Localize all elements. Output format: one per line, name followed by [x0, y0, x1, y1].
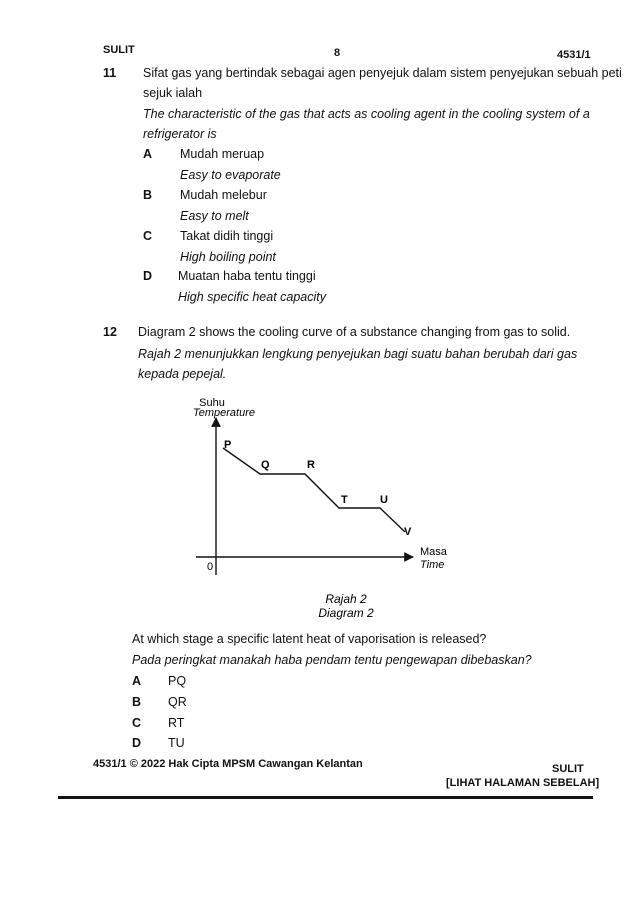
question-11-stem-en-line1: The characteristic of the gas that acts as cooling agent in the cooling system of a — [143, 107, 590, 121]
question-11-stem-ms-line2: sejuk ialah — [143, 86, 203, 100]
point-u-label: U — [380, 494, 388, 506]
point-r-label: R — [307, 459, 315, 471]
origin-label: 0 — [207, 561, 214, 573]
q11-option-d-en: High specific heat capacity — [178, 290, 326, 304]
footer-next-page: [LIHAT HALAMAN SEBELAH] — [446, 777, 600, 789]
point-p-label: P — [224, 439, 232, 451]
point-q-label: Q — [261, 459, 270, 471]
q11-option-b-letter: B — [143, 188, 153, 202]
q12-option-d-text: TU — [168, 736, 185, 750]
diagram-caption-en: Diagram 2 — [318, 606, 374, 620]
x-axis-label-en: Time — [420, 559, 445, 571]
q12-option-c-letter: C — [132, 716, 142, 730]
q12-option-a-text: PQ — [168, 674, 187, 688]
q12-option-a-letter: A — [132, 674, 142, 688]
q11-option-a-en: Easy to evaporate — [180, 168, 281, 182]
q11-option-b-ms: Mudah melebur — [180, 188, 267, 202]
question-12-number: 12 — [103, 325, 117, 339]
header-sulit: SULIT — [103, 44, 135, 56]
question-12-stem-ms-line1: Rajah 2 menunjukkan lengkung penyejukan bagi suatu bahan berubah dari gas — [138, 347, 578, 361]
q11-option-a-letter: A — [143, 147, 153, 161]
q11-option-c-ms: Takat didih tinggi — [180, 229, 274, 243]
q11-option-d-ms: Muatan haba tentu tinggi — [178, 269, 316, 283]
header-code: 4531/1 — [557, 49, 591, 61]
q12-option-b-text: QR — [168, 695, 187, 709]
x-axis-label-ms: Masa — [420, 546, 447, 558]
q12-option-d-letter: D — [132, 736, 142, 750]
question-12-prompt-ms: Pada peringkat manakah haba pendam tentu pengewapan dibebaskan? — [132, 653, 532, 667]
point-t-label: T — [341, 494, 348, 506]
question-11-number: 11 — [103, 66, 117, 80]
footer-copyright: 4531/1 © 2022 Hak Cipta MPSM Cawangan Kelantan — [93, 758, 363, 770]
question-12-stem-ms-line2: kepada pepejal. — [138, 367, 227, 381]
q11-option-b-en: Easy to melt — [180, 209, 249, 223]
y-axis-label-en: Temperature — [193, 407, 255, 419]
footer-rule — [58, 796, 593, 799]
question-12-prompt-en: At which stage a specific latent heat of vaporisation is released? — [132, 632, 487, 646]
q11-option-d-letter: D — [143, 269, 153, 283]
question-11-stem-ms-line1: Sifat gas yang bertindak sebagai agen penyejuk dalam sistem penyejukan sebuah peti — [143, 66, 622, 80]
question-12-stem-en: Diagram 2 shows the cooling curve of a substance changing from gas to solid. — [138, 325, 571, 339]
diagram-caption-ms: Rajah 2 — [325, 592, 367, 606]
q11-option-c-en: High boiling point — [180, 250, 276, 264]
q11-option-c-letter: C — [143, 229, 153, 243]
q12-option-b-letter: B — [132, 695, 142, 709]
point-v-label: V — [404, 526, 412, 538]
page-number: 8 — [334, 47, 341, 59]
y-axis-label-ms: Suhu — [199, 397, 225, 409]
footer-sulit: SULIT — [552, 763, 584, 775]
q12-option-c-text: RT — [168, 716, 185, 730]
question-11-stem-en-line2: refrigerator is — [143, 127, 217, 141]
q11-option-a-ms: Mudah meruap — [180, 147, 265, 161]
